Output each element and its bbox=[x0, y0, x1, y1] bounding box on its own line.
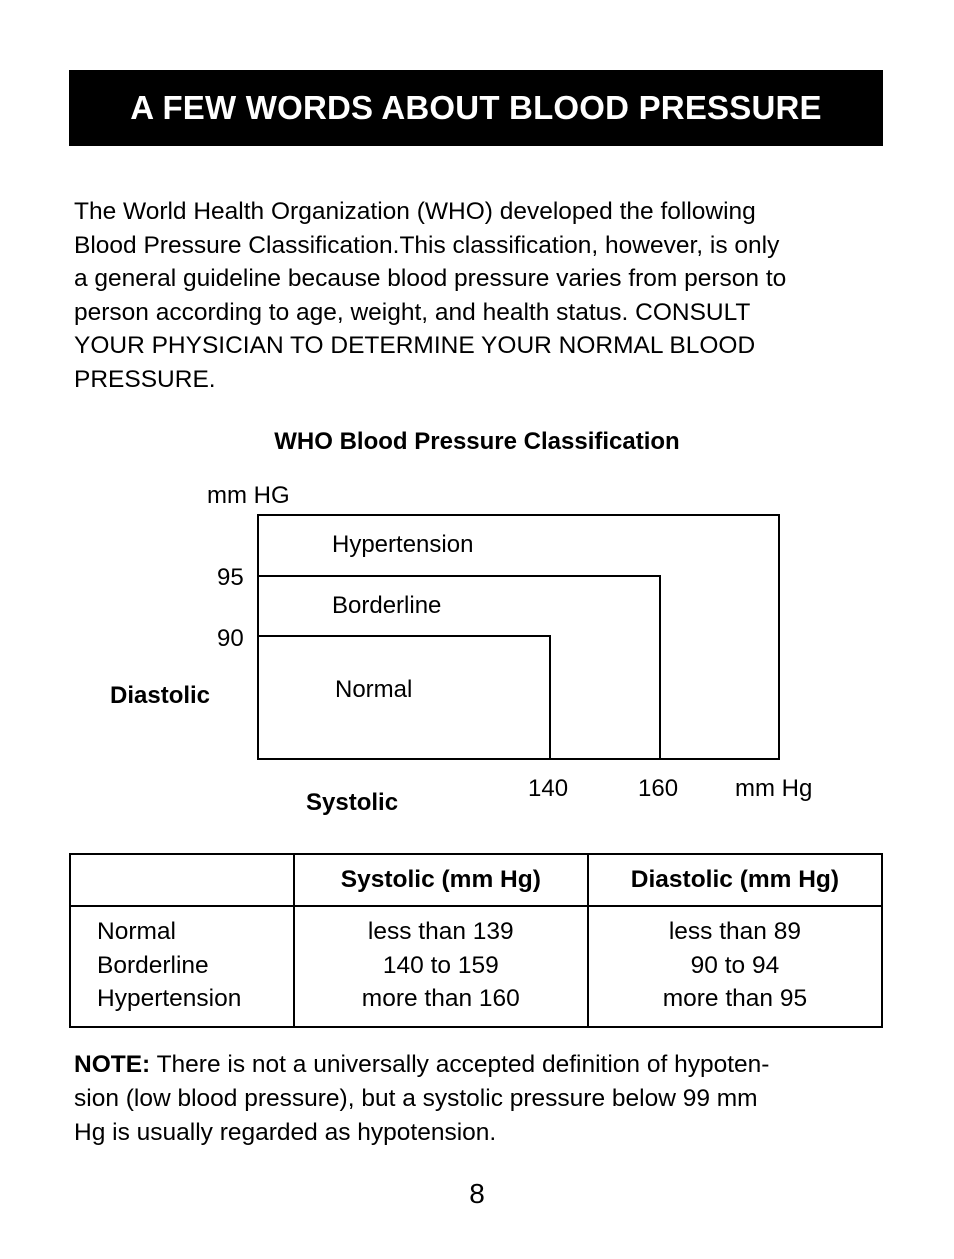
chart-title-text: WHO Blood Pressure Classification bbox=[274, 428, 680, 455]
intro-line: The World Health Organization (WHO) developed the following bbox=[74, 198, 756, 225]
chart-title bbox=[0, 428, 954, 456]
intro-line: person according to age, weight, and health status. CONSULT bbox=[74, 298, 751, 326]
note-line: There is not a universally accepted definition of hypoten- bbox=[150, 1051, 770, 1078]
systolic-value: 140 to 159 bbox=[382, 951, 499, 979]
x-axis-label: Systolic bbox=[306, 789, 399, 816]
x-unit-label: mm Hg bbox=[735, 775, 813, 802]
category-cell bbox=[70, 906, 294, 1027]
table-row bbox=[70, 906, 882, 1027]
diastolic-value: more than 95 bbox=[662, 985, 808, 1013]
note-line: Hg is usually regarded as hypotension. bbox=[74, 1119, 497, 1146]
category-label: Hypertension bbox=[97, 985, 242, 1013]
intro-line: YOUR PHYSICIAN TO DETERMINE YOUR NORMAL BLOOD bbox=[74, 332, 756, 360]
category-label: Normal bbox=[97, 918, 176, 945]
page-title: A FEW WORDS ABOUT BLOOD PRESSURE bbox=[130, 89, 822, 126]
y-tick-label: 90 bbox=[217, 625, 244, 652]
systolic-value: more than 160 bbox=[361, 985, 520, 1013]
region-label-borderline: Borderline bbox=[332, 592, 442, 619]
region-borderline-box bbox=[258, 576, 660, 759]
note-paragraph bbox=[74, 1048, 874, 1150]
table-header-cell: Diastolic (mm Hg) bbox=[588, 854, 882, 906]
intro-line: Blood Pressure Classification.This classification, however, is only bbox=[74, 231, 780, 259]
x-tick-label: 160 bbox=[638, 775, 679, 802]
intro-line: a general guideline because blood pressure varies from person to bbox=[74, 265, 787, 293]
intro-line: PRESSURE. bbox=[74, 365, 216, 393]
classification-table bbox=[69, 853, 883, 1028]
table-header-cell: Systolic (mm Hg) bbox=[294, 854, 588, 906]
note-line: sion (low blood pressure), but a systolic pressure below 99 mm bbox=[74, 1085, 758, 1112]
diastolic-value: less than 89 bbox=[668, 918, 801, 945]
intro-paragraph bbox=[74, 195, 894, 397]
systolic-cell bbox=[294, 906, 588, 1027]
systolic-value: less than 139 bbox=[367, 918, 514, 945]
x-tick-label: 140 bbox=[528, 775, 569, 802]
category-label: Borderline bbox=[97, 951, 209, 979]
table-header-cell bbox=[70, 854, 294, 906]
classification-chart bbox=[0, 470, 954, 830]
page-number: 8 bbox=[469, 1178, 485, 1209]
diastolic-value: 90 to 94 bbox=[690, 951, 780, 979]
y-tick-label: 95 bbox=[217, 564, 244, 591]
y-axis-label: Diastolic bbox=[110, 682, 211, 709]
region-label-normal: Normal bbox=[335, 676, 413, 703]
note-label: NOTE: bbox=[74, 1051, 151, 1078]
diastolic-cell bbox=[588, 906, 882, 1027]
region-label-hypertension: Hypertension bbox=[332, 531, 474, 558]
table-header-row bbox=[70, 854, 882, 906]
page-title-banner bbox=[69, 70, 883, 146]
y-unit-label: mm HG bbox=[207, 482, 290, 509]
